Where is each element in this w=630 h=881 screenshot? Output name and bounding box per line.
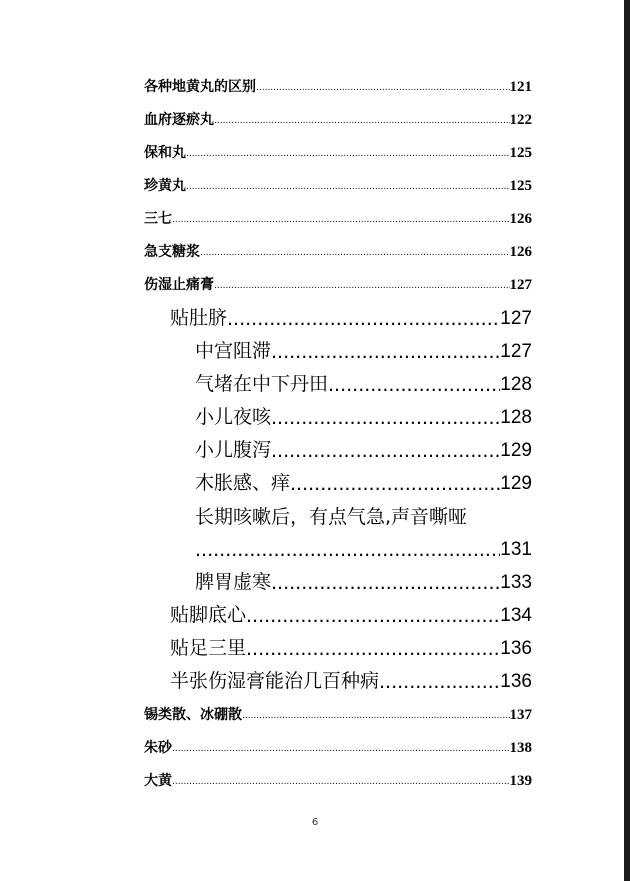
toc-leader-dots bbox=[290, 473, 500, 495]
toc-entry[interactable] bbox=[170, 632, 532, 660]
toc-entry[interactable] bbox=[195, 368, 532, 396]
toc-leader-dots bbox=[328, 374, 500, 396]
toc-leader-dots bbox=[186, 182, 510, 195]
toc-leader-dots bbox=[246, 605, 500, 627]
toc-entry-title: 保和丸 bbox=[144, 145, 186, 161]
page-number: 6 bbox=[311, 817, 319, 828]
toc-entry-title: 气堵在中下丹田 bbox=[195, 373, 329, 395]
toc-leader-dots bbox=[271, 407, 500, 429]
toc-entry[interactable] bbox=[170, 665, 532, 693]
toc-entry[interactable] bbox=[144, 140, 532, 162]
toc-entry[interactable] bbox=[195, 434, 532, 462]
toc-leader-dots bbox=[214, 281, 510, 294]
toc-entry[interactable] bbox=[144, 74, 532, 96]
toc-entry-page: 127 bbox=[500, 308, 532, 329]
toc-entry[interactable] bbox=[144, 239, 532, 261]
toc-entry-title: 贴脚底心 bbox=[170, 604, 247, 626]
toc-leader-dots bbox=[246, 638, 500, 660]
toc-entry-page: 139 bbox=[509, 773, 532, 789]
toc-entry-title: 半张伤湿膏能治几百种病 bbox=[170, 670, 380, 692]
toc-entry-title: 贴肚脐 bbox=[170, 307, 228, 329]
toc-entry-title: 急支糖浆 bbox=[144, 244, 200, 260]
toc-entry-page: 129 bbox=[500, 473, 532, 494]
toc-leader-dots bbox=[195, 539, 500, 561]
toc-entry-title: 三七 bbox=[144, 211, 172, 227]
toc-entry-page: 136 bbox=[500, 638, 532, 659]
toc-entry-page: 126 bbox=[509, 244, 532, 260]
toc-entry-page: 128 bbox=[500, 374, 532, 395]
toc-leader-dots bbox=[186, 149, 510, 162]
toc-entry-title: 木胀感、痒 bbox=[195, 472, 291, 494]
toc-leader-dots bbox=[227, 308, 500, 330]
toc-entry[interactable] bbox=[144, 702, 532, 724]
toc-entry-page: 127 bbox=[509, 277, 532, 293]
toc-entry-page: 121 bbox=[509, 79, 532, 95]
toc-entry[interactable] bbox=[144, 107, 532, 129]
toc-leader-dots bbox=[172, 215, 510, 228]
toc-entry-title: 小儿夜咳 bbox=[195, 406, 272, 428]
toc-leader-dots bbox=[172, 744, 510, 757]
toc-entry-page: 136 bbox=[500, 671, 532, 692]
toc-leader-dots bbox=[214, 116, 510, 129]
toc-entry-page: 133 bbox=[500, 572, 532, 593]
toc-entry[interactable] bbox=[170, 302, 532, 330]
toc-entry-page: 125 bbox=[509, 145, 532, 161]
toc-entry[interactable] bbox=[144, 173, 532, 195]
toc-entry-page: 131 bbox=[500, 539, 532, 560]
toc-entry-page: 125 bbox=[509, 178, 532, 194]
toc-entry[interactable] bbox=[144, 768, 532, 790]
toc-entry-title: 锡类散、冰硼散 bbox=[144, 707, 242, 723]
toc-entry-page: 127 bbox=[500, 341, 532, 362]
toc-entry-page: 134 bbox=[500, 605, 532, 626]
toc-entry-title: 大黄 bbox=[144, 773, 172, 789]
toc-entry[interactable] bbox=[170, 599, 532, 627]
toc-entry-title: 贴足三里 bbox=[170, 637, 247, 659]
toc-entry[interactable] bbox=[144, 735, 532, 757]
toc-entry-page: 129 bbox=[500, 440, 532, 461]
toc-entry-title: 伤湿止痛膏 bbox=[144, 277, 214, 293]
toc-entry-page: 137 bbox=[509, 707, 532, 723]
toc-entry[interactable] bbox=[144, 206, 532, 228]
toc-entry-title-wrapped[interactable]: 长期咳嗽后，有点气急,声音嘶哑 bbox=[195, 506, 468, 528]
toc-leader-dots bbox=[271, 341, 500, 363]
toc-entry-title: 血府逐瘀丸 bbox=[144, 112, 214, 128]
toc-entry-title: 小儿腹泻 bbox=[195, 439, 272, 461]
toc-entry-title: 朱砂 bbox=[144, 740, 172, 756]
toc-entry[interactable] bbox=[144, 272, 532, 294]
toc-entry-page: 128 bbox=[500, 407, 532, 428]
toc-leader-dots bbox=[200, 248, 510, 261]
toc-entry-continuation[interactable] bbox=[195, 533, 532, 561]
toc-leader-dots bbox=[242, 711, 510, 724]
toc-entry-page: 138 bbox=[509, 740, 532, 756]
toc-entry-title: 脾胃虚寒 bbox=[195, 571, 272, 593]
toc-entry-page: 122 bbox=[509, 112, 532, 128]
toc-leader-dots bbox=[172, 777, 510, 790]
toc-entry-title: 各种地黄丸的区别 bbox=[144, 79, 256, 95]
toc-entry[interactable] bbox=[195, 335, 532, 363]
toc-entry-page: 126 bbox=[509, 211, 532, 227]
toc-leader-dots bbox=[379, 671, 500, 693]
toc-entry[interactable] bbox=[195, 566, 532, 594]
toc-entry[interactable] bbox=[195, 467, 532, 495]
toc-entry[interactable] bbox=[195, 401, 532, 429]
toc-entry-title: 中宫阻滞 bbox=[195, 340, 272, 362]
toc-entry-title: 珍黄丸 bbox=[144, 178, 186, 194]
toc-leader-dots bbox=[271, 572, 500, 594]
toc-leader-dots bbox=[256, 83, 510, 96]
toc-leader-dots bbox=[271, 440, 500, 462]
